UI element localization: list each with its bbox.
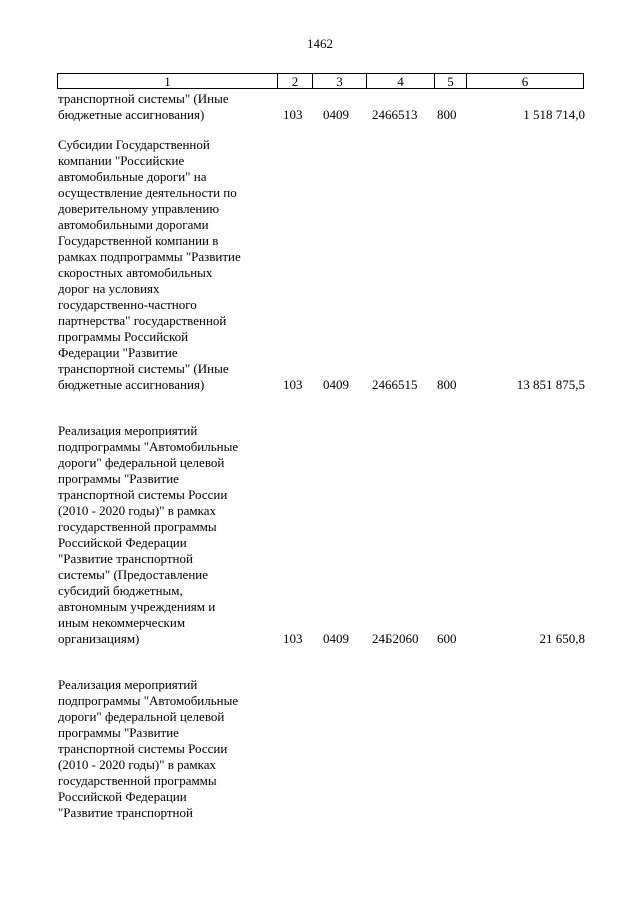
target-article: 2466513: [372, 107, 418, 122]
amount: 1 518 714,0: [523, 107, 585, 122]
amount: 21 650,8: [539, 631, 585, 646]
row-description: Субсидии Государственной компании "Российские автомобильные дороги" на осуществление деятельности по доверительному управлению автомобильными дорогами Государственной компании в рамках подпрограммы "Развитие скоростных автомобильных дорог на условиях государственно-частного партнерства" государственной программы Российской Федерации "Развитие транспортной системы" (Иные бюджетные ассигнования): [58, 137, 241, 392]
subsection-code: 0409: [323, 631, 349, 646]
table-row: [58, 91, 585, 123]
header-col-3: 3: [312, 74, 366, 88]
table-row: [58, 677, 585, 821]
target-article: 24Б2060: [372, 631, 419, 646]
expense-type: 800: [437, 377, 457, 392]
section-code: 103: [283, 377, 303, 392]
row-description: транспортной системы" (Иные бюджетные ассигнования): [58, 91, 229, 122]
section-code: 103: [283, 631, 303, 646]
header-col-4: 4: [366, 74, 434, 88]
table-header: [57, 73, 584, 89]
header-col-5: 5: [434, 74, 466, 88]
header-col-1: 1: [164, 74, 171, 89]
header-col-6: 6: [466, 74, 583, 88]
subsection-code: 0409: [323, 377, 349, 392]
row-description: Реализация мероприятий подпрограммы "Автомобильные дороги" федеральной целевой программы "Развитие транспортной системы России (2010 - 2020 годы)" в рамках государственной программы Российской Федерации "Развитие транспортной системы" (Предоставление субсидий бюджетным, автономным учреждениям и иным некоммерческим организациям): [58, 423, 239, 646]
amount: 13 851 875,5: [516, 377, 585, 392]
header-col-2: 2: [277, 74, 312, 88]
subsection-code: 0409: [323, 107, 349, 122]
expense-type: 600: [437, 631, 457, 646]
table-row: [58, 423, 585, 647]
row-description: Реализация мероприятий подпрограммы "Автомобильные дороги" федеральной целевой программы "Развитие транспортной системы России (2010 - 2020 годы)" в рамках государственной программы Российской Федерации "Развитие транспортной: [58, 677, 239, 820]
expense-type: 800: [437, 107, 457, 122]
table-row: [58, 137, 585, 393]
section-code: 103: [283, 107, 303, 122]
target-article: 2466515: [372, 377, 418, 392]
page-number: 1462: [307, 36, 333, 51]
